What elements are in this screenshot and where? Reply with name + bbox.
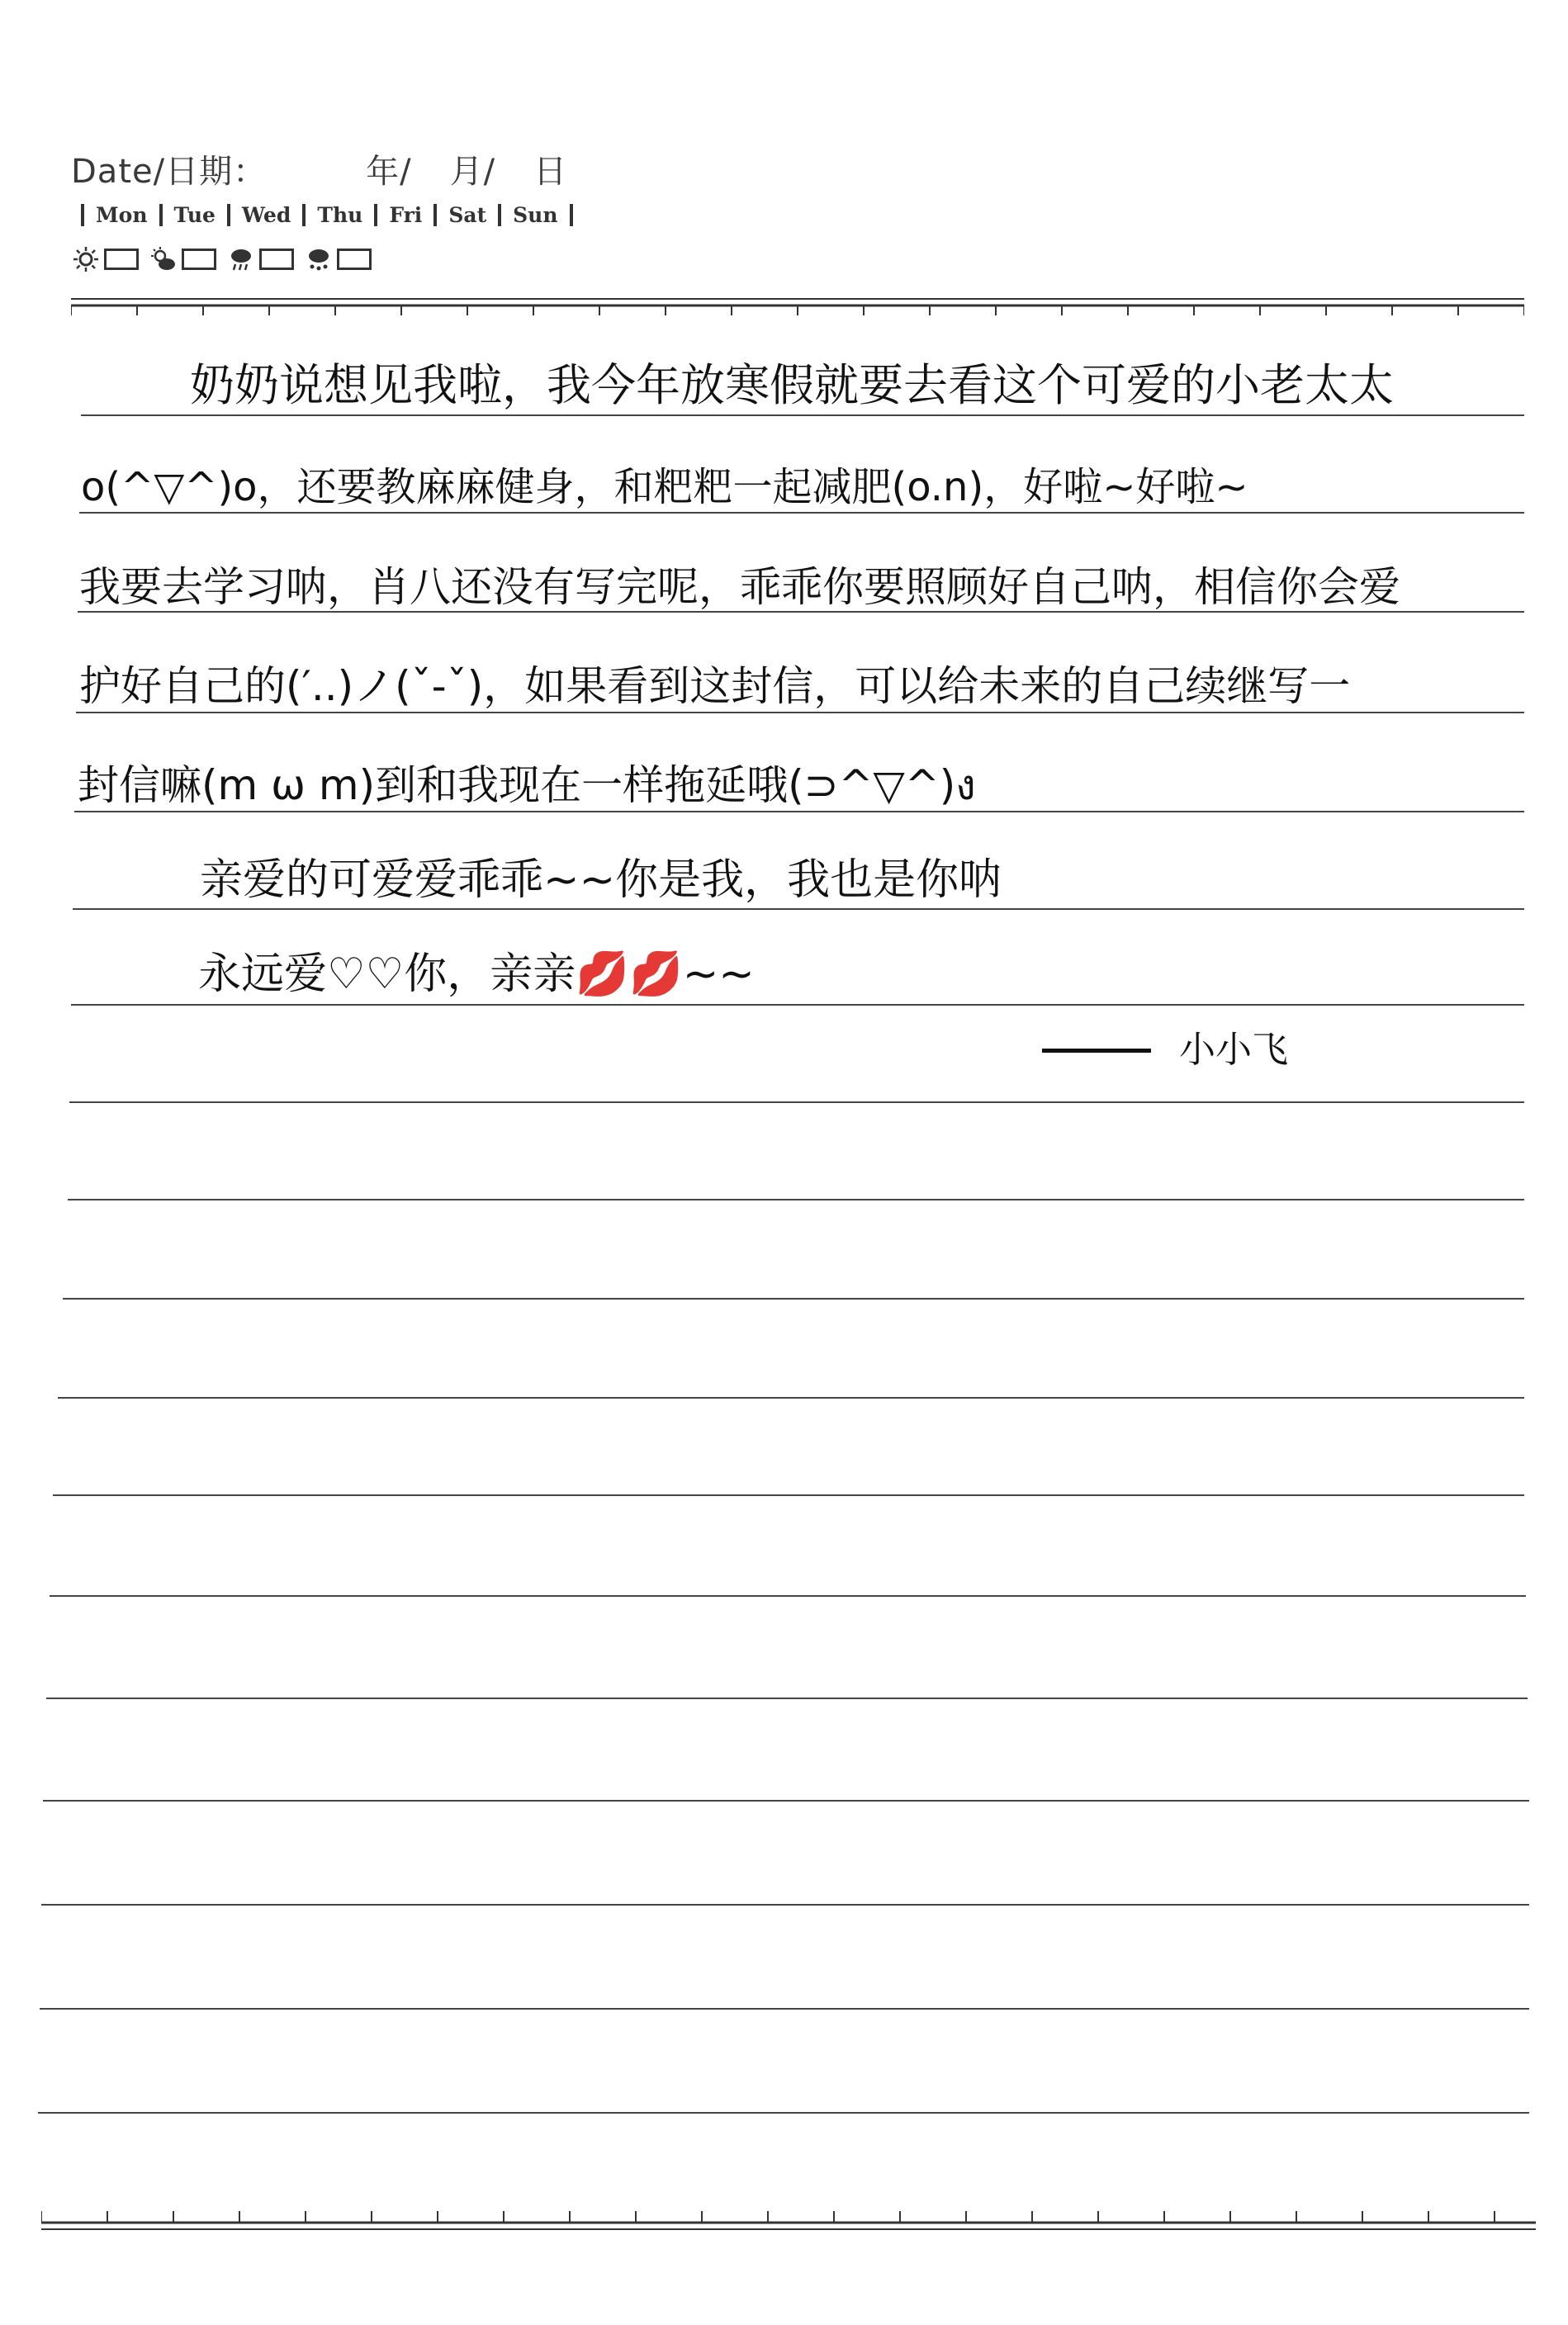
ruled-line xyxy=(50,1595,1526,1597)
weather-selector xyxy=(73,246,378,272)
weekday-divider xyxy=(159,204,163,226)
weekday-thu: Thu xyxy=(317,203,363,227)
sunny-icon xyxy=(73,246,99,272)
rain-icon xyxy=(228,246,254,272)
weekday-selector xyxy=(69,203,585,227)
date-year: 年/ xyxy=(366,153,412,191)
ruled-line xyxy=(73,908,1524,910)
weather-checkbox xyxy=(259,249,294,270)
date-day: 日 xyxy=(533,153,568,191)
weekday-sun: Sun xyxy=(513,203,558,227)
ruled-line xyxy=(63,1298,1524,1300)
ruled-line xyxy=(46,1698,1528,1699)
letter-line-2: o(^▽^)o，还要教麻麻健身，和粑粑一起减肥(o.n)，好啦~好啦~ xyxy=(81,464,1248,510)
partly-cloudy-icon xyxy=(150,246,177,272)
weekday-tue: Tue xyxy=(173,203,216,227)
ruled-line xyxy=(38,2112,1529,2114)
weekday-divider xyxy=(302,204,306,226)
weekday-wed: Wed xyxy=(241,203,291,227)
ruled-line xyxy=(78,611,1524,613)
ruled-line xyxy=(69,1101,1524,1103)
snow-icon xyxy=(306,246,332,272)
ruled-line xyxy=(53,1494,1524,1496)
weather-checkbox xyxy=(104,249,139,270)
ruled-line xyxy=(68,1199,1524,1200)
weekday-sat: Sat xyxy=(448,203,487,227)
weekday-divider xyxy=(227,204,230,226)
letter-line-6: 亲爱的可爱爱乖乖~~你是我，我也是你呐 xyxy=(200,855,1002,905)
ruled-line xyxy=(74,811,1524,812)
top-ruler xyxy=(71,297,1524,322)
bottom-ruler xyxy=(41,2204,1536,2233)
ruled-line xyxy=(81,414,1524,416)
weekday-divider xyxy=(570,204,573,226)
weekday-fri: Fri xyxy=(389,203,423,227)
letter-line-3: 我要去学习呐，肖八还没有写完呢，乖乖你要照顾好自己呐，相信你会爱 xyxy=(79,563,1400,611)
ruled-line xyxy=(41,1904,1529,1906)
weather-checkbox xyxy=(182,249,216,270)
letter-line-5: 封信嘛(m ω m)到和我现在一样拖延哦(⊃^▽^)ง xyxy=(78,761,976,809)
ruled-line xyxy=(58,1397,1524,1399)
ruled-line xyxy=(43,1800,1529,1802)
letter-line-4: 护好自己的(′..)ノ(ˇ-ˇ)，如果看到这封信，可以给未来的自己续继写一 xyxy=(79,662,1351,710)
ruled-line xyxy=(40,2008,1529,2010)
letter-line-7: 永远爱♡♡你，亲亲💋💋~~ xyxy=(198,949,755,999)
ruled-line xyxy=(79,512,1524,514)
date-label: Date/日期： xyxy=(71,153,268,191)
signature: 小小飞 xyxy=(1179,1029,1288,1071)
weekday-mon: Mon xyxy=(96,203,148,227)
date-month: 月/ xyxy=(449,153,496,191)
letter-line-1: 奶奶说想见我啦，我今年放寒假就要去看这个可爱的小老太太 xyxy=(190,359,1394,411)
weekday-divider xyxy=(374,204,377,226)
weather-checkbox xyxy=(337,249,372,270)
ruled-line xyxy=(71,1004,1524,1006)
weekday-divider xyxy=(81,204,84,226)
weekday-divider xyxy=(498,204,501,226)
ruled-line xyxy=(76,712,1524,713)
signature-dash xyxy=(1042,1049,1151,1053)
date-header xyxy=(71,145,567,192)
weekday-divider xyxy=(433,204,437,226)
